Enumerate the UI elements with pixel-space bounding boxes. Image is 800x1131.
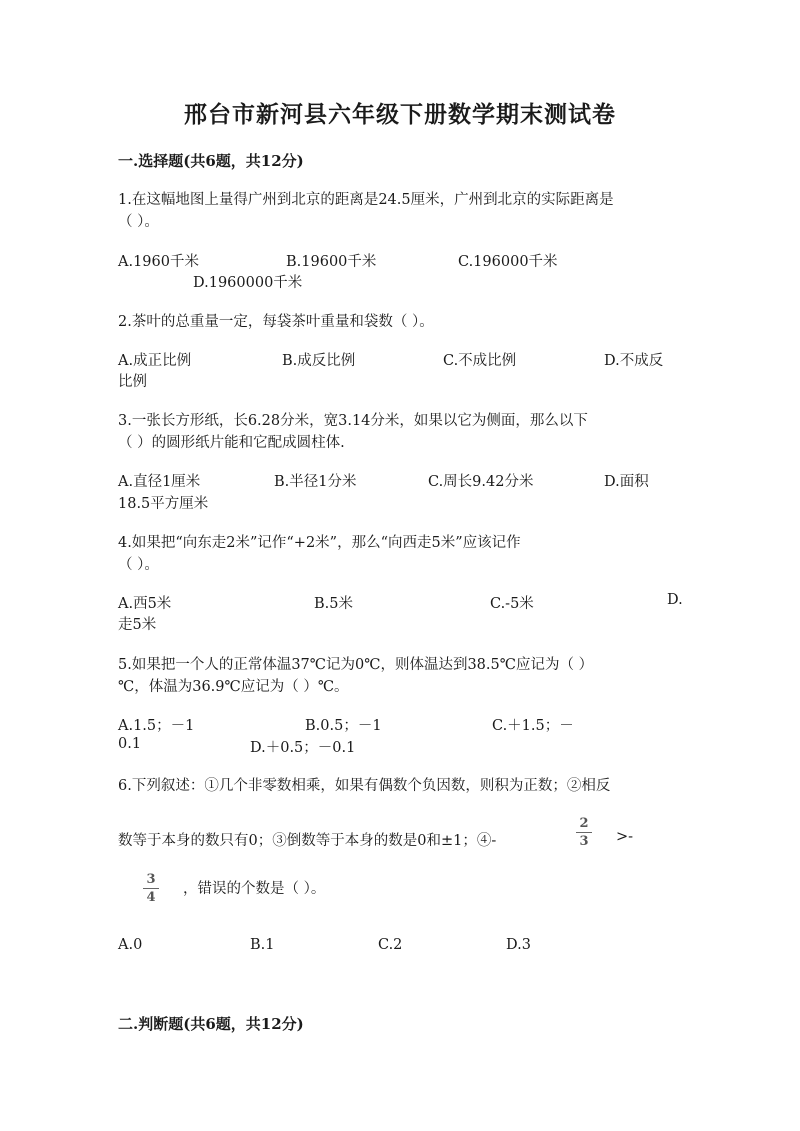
- q3-stem-line2: （ ）的圆形纸片能和它配成圆柱体.: [118, 435, 345, 451]
- q6-option-b[interactable]: B.1: [250, 937, 275, 953]
- q6-stem-comparison: >-: [616, 829, 634, 845]
- q5-stem-line2: ℃，体温为36.9℃应记为（ ）℃。: [118, 679, 349, 695]
- q1-option-b[interactable]: B.19600千米: [286, 254, 377, 270]
- q1-option-c[interactable]: C.196000千米: [458, 254, 558, 270]
- q1-option-d[interactable]: D.1960000千米: [193, 275, 303, 291]
- q6-fraction-three-quarters: [143, 873, 159, 904]
- q6-fraction-two-thirds: [576, 817, 592, 848]
- q2-option-d-wrap: 比例: [118, 374, 147, 390]
- q4-option-d-wrap: 走5米: [118, 617, 157, 633]
- q3-option-a[interactable]: A.直径1厘米: [118, 474, 201, 490]
- q4-option-d[interactable]: D.: [667, 592, 683, 608]
- fraction-bar: [143, 888, 159, 889]
- q1-stem-line2: （ ）。: [118, 214, 159, 230]
- q6-option-c[interactable]: C.2: [378, 937, 403, 953]
- fraction-numerator: 3: [146, 872, 156, 887]
- fraction-denominator: 4: [146, 890, 156, 905]
- q6-option-a[interactable]: A.0: [118, 937, 143, 953]
- q5-option-b[interactable]: B.0.5；－1: [305, 718, 382, 734]
- fraction-numerator: 2: [579, 816, 589, 831]
- q5-option-c[interactable]: C.＋1.5；－: [492, 718, 574, 734]
- q2-stem: 2.茶叶的总重量一定，每袋茶叶重量和袋数（ ）。: [118, 314, 434, 330]
- q3-option-c[interactable]: C.周长9.42分米: [428, 474, 534, 490]
- q1-option-a[interactable]: A.1960千米: [118, 254, 199, 270]
- q2-option-a[interactable]: A.成正比例: [118, 353, 192, 369]
- section-2-heading: 二.判断题(共6题，共12分): [118, 1015, 304, 1033]
- q5-stem-line1: 5.如果把一个人的正常体温37℃记为0℃，则体温达到38.5℃应记为（ ）: [118, 657, 594, 673]
- q3-option-b[interactable]: B.半径1分米: [274, 474, 357, 490]
- q5-option-d[interactable]: D.＋0.5；－0.1: [250, 740, 356, 756]
- q3-option-d[interactable]: D.面积: [604, 474, 649, 490]
- q2-option-d[interactable]: D.不成反: [604, 353, 664, 369]
- q6-stem-line3: ，错误的个数是（ ）。: [183, 881, 326, 897]
- q4-option-c[interactable]: C.-5米: [490, 596, 534, 612]
- fraction-denominator: 3: [579, 834, 589, 849]
- q6-stem-line2: 数等于本身的数只有0；③倒数等于本身的数是0和±1；④-: [118, 833, 497, 849]
- q5-option-a[interactable]: A.1.5；－1: [118, 718, 195, 734]
- q4-stem-line2: （ ）。: [118, 557, 159, 573]
- q4-stem-line1: 4.如果把“向东走2米”记作“+2米”，那么“向西走5米”应该记作: [118, 535, 521, 551]
- fraction-bar: [576, 832, 592, 833]
- q3-option-d-wrap: 18.5平方厘米: [118, 496, 209, 512]
- q6-stem-line1: 6.下列叙述：①几个非零数相乘，如果有偶数个负因数，则积为正数；②相反: [118, 778, 611, 794]
- q2-option-b[interactable]: B.成反比例: [282, 353, 356, 369]
- q3-stem-line1: 3.一张长方形纸，长6.28分米，宽3.14分米，如果以它为侧面，那么以下: [118, 413, 588, 429]
- q2-option-c[interactable]: C.不成比例: [443, 353, 517, 369]
- q1-stem-line1: 1.在这幅地图上量得广州到北京的距离是24.5厘米，广州到北京的实际距离是: [118, 192, 614, 208]
- q4-option-a[interactable]: A.西5米: [118, 596, 172, 612]
- q6-option-d[interactable]: D.3: [506, 937, 531, 953]
- page-title: 邢台市新河县六年级下册数学期末测试卷: [184, 101, 616, 128]
- q4-option-b[interactable]: B.5米: [314, 596, 353, 612]
- q5-option-c-wrap: 0.1: [118, 736, 142, 752]
- section-1-heading: 一.选择题(共6题，共12分): [118, 152, 304, 170]
